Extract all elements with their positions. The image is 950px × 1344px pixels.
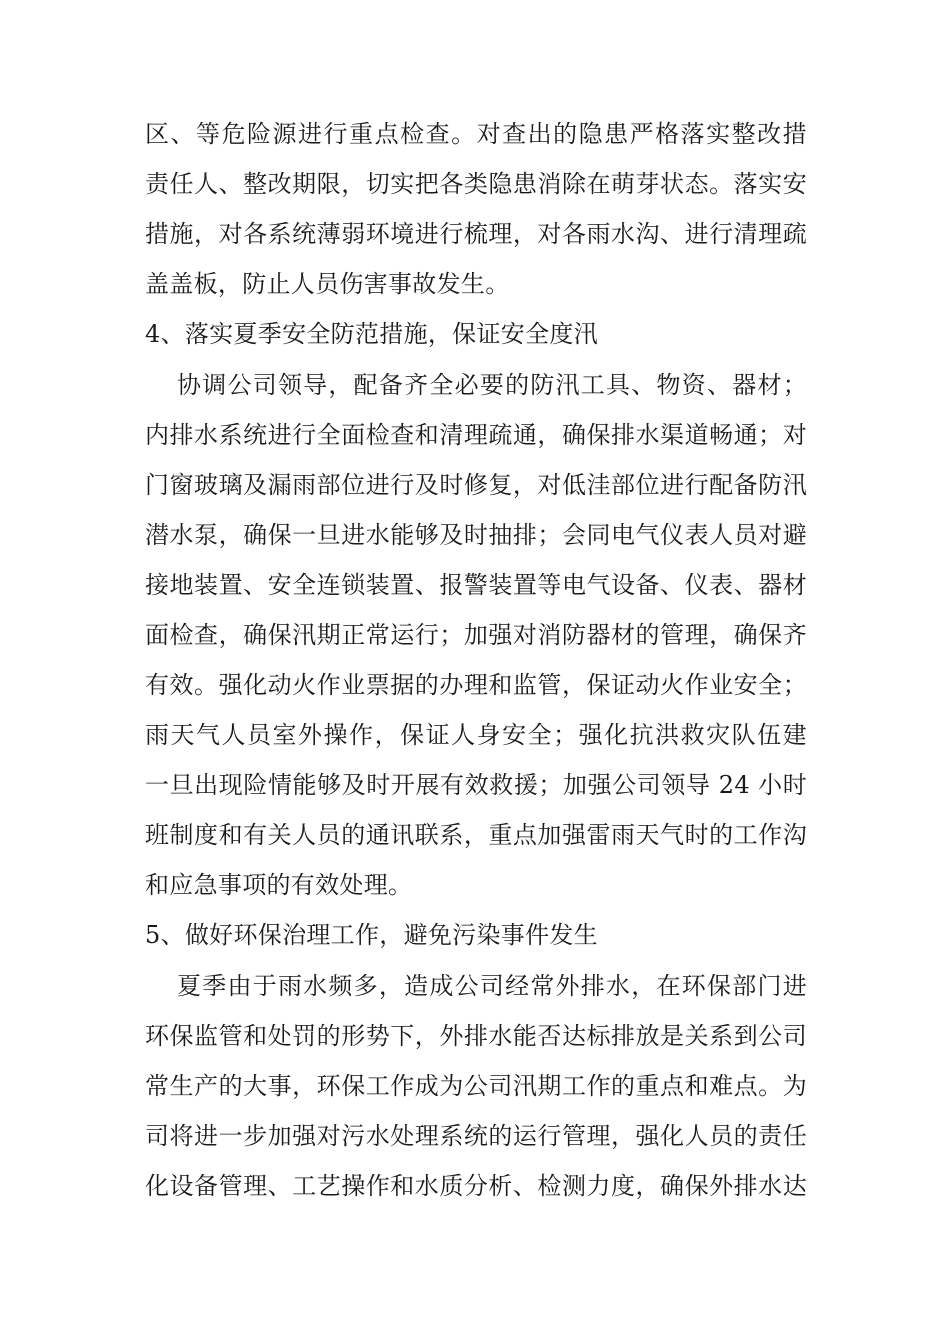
paragraph-line: 常生产的大事，环保工作成为公司汛期工作的重点和难点。为 — [145, 1072, 807, 1100]
paragraph-line: 化设备管理、工艺操作和水质分析、检测力度，确保外排水达 — [145, 1172, 807, 1200]
paragraph-line: 措施，对各系统薄弱环境进行梳理，对各雨水沟、进行清理疏 — [145, 220, 807, 248]
paragraph-line: 责任人、整改期限，切实把各类隐患消除在萌芽状态。落实安 — [145, 170, 807, 198]
paragraph-line: 和应急事项的有效处理。 — [145, 871, 413, 899]
paragraph-line: 盖盖板，防止人员伤害事故发生。 — [145, 270, 510, 298]
paragraph-line: 雨天气人员室外操作，保证人身安全；强化抗洪救灾队伍建 — [145, 721, 807, 749]
section-heading-5: 5、做好环保治理工作，避免污染事件发生 — [145, 921, 598, 949]
paragraph-line: 面检查，确保汛期正常运行；加强对消防器材的管理，确保齐 — [145, 621, 807, 649]
paragraph-line: 有效。强化动火作业票据的办理和监管，保证动火作业安全； — [145, 671, 807, 699]
section-heading-4: 4、落实夏季安全防范措施，保证安全度汛 — [145, 320, 598, 348]
paragraph-line: 区、等危险源进行重点检查。对查出的隐患严格落实整改措 — [145, 120, 807, 148]
paragraph-line: 一旦出现险情能够及时开展有效救援；加强公司领导 24 小时 — [145, 771, 807, 799]
paragraph-line: 接地装置、安全连锁装置、报警装置等电气设备、仪表、器材 — [145, 571, 807, 599]
paragraph-line: 环保监管和处罚的形势下，外排水能否达标排放是关系到公司 — [145, 1022, 807, 1050]
paragraph-line: 夏季由于雨水频多，造成公司经常外排水，在环保部门进 — [177, 972, 807, 1000]
paragraph-line: 司将进一步加强对污水处理系统的运行管理，强化人员的责任 — [145, 1122, 807, 1150]
paragraph-line: 内排水系统进行全面检查和清理疏通，确保排水渠道畅通；对 — [145, 421, 807, 449]
paragraph-line: 潜水泵，确保一旦进水能够及时抽排；会同电气仪表人员对避 — [145, 521, 807, 549]
paragraph-line: 协调公司领导，配备齐全必要的防汛工具、物资、器材； — [177, 371, 807, 399]
paragraph-line: 班制度和有关人员的通讯联系，重点加强雷雨天气时的工作沟 — [145, 821, 807, 849]
paragraph-line: 门窗玻璃及漏雨部位进行及时修复，对低洼部位进行配备防汛 — [145, 471, 807, 499]
